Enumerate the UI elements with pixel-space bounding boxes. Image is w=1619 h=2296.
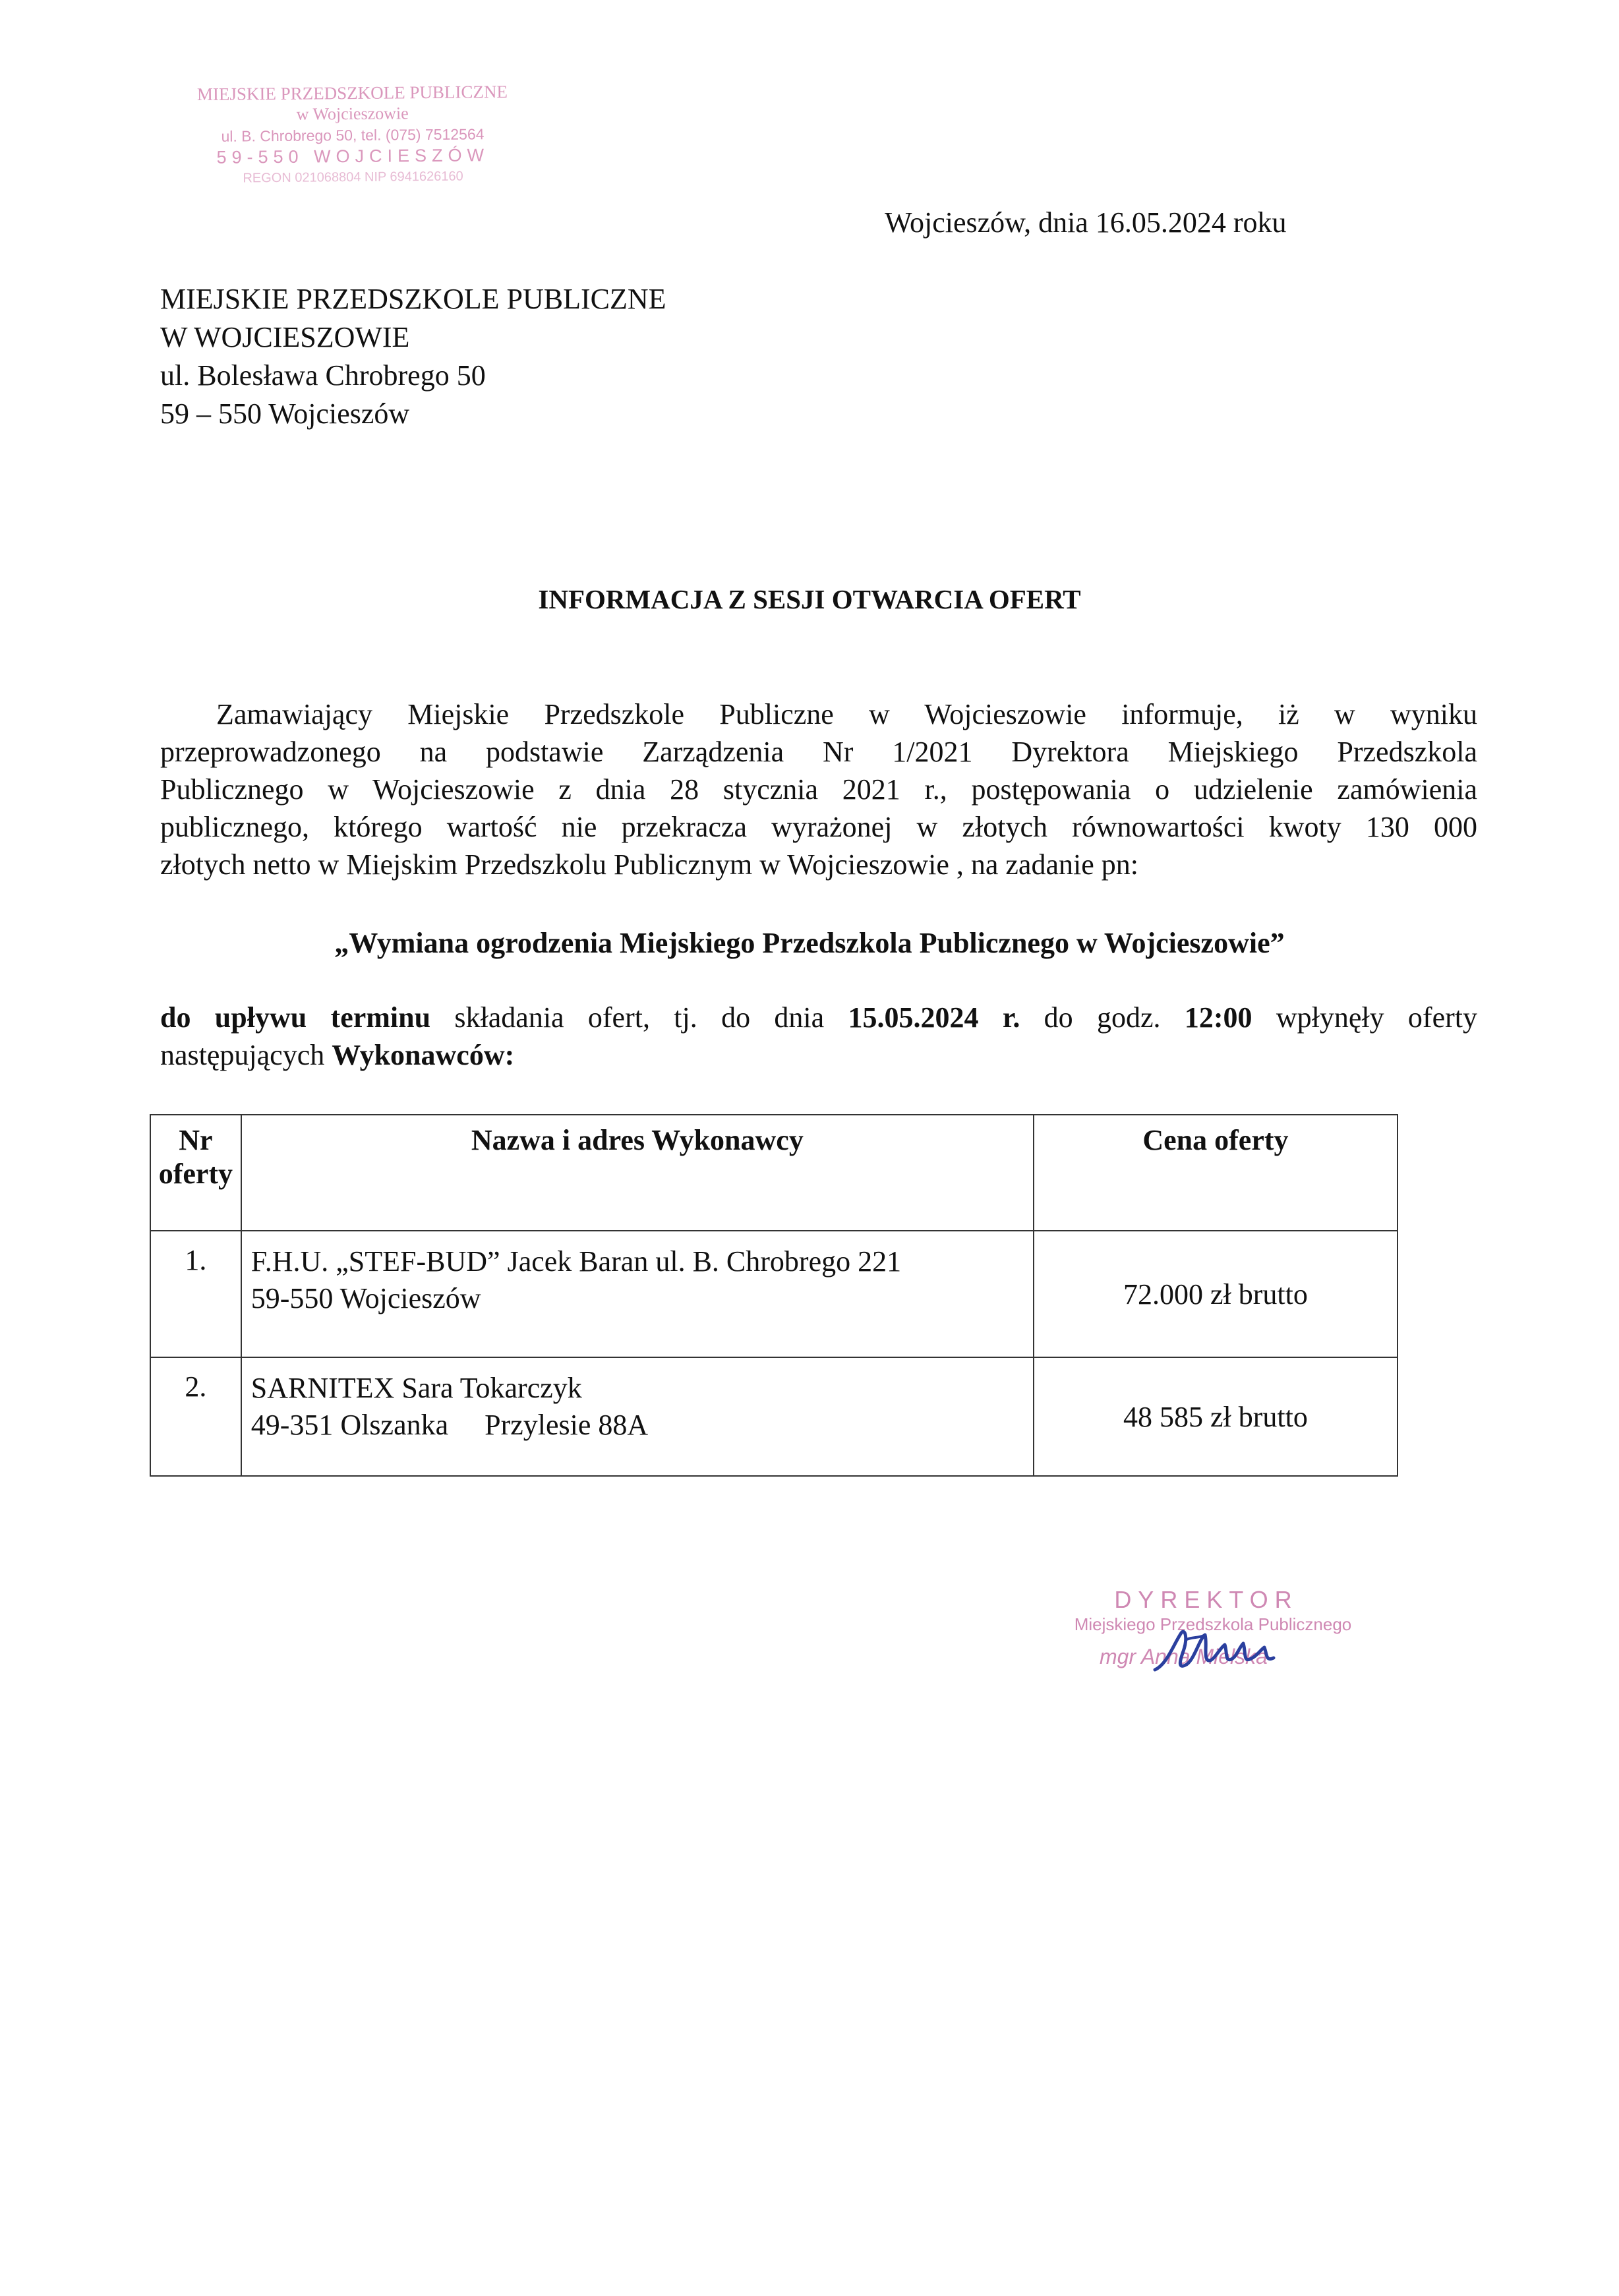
- address-line-2: W WOJCIESZOWIE: [160, 321, 410, 353]
- table-row: [150, 1357, 1398, 1476]
- deadline-line2-text: następujących: [160, 1039, 332, 1071]
- task-name: „Wymiana ogrodzenia Miejskiego Przedszkola Publicznego w Wojcieszowie”: [334, 927, 1285, 959]
- stamp-line-1: MIEJSKIE PRZEDSZKOLE PUBLICZNE: [196, 81, 508, 105]
- intro-line-2: przeprowadzonego na podstawie Zarządzenia Nr 1/2021 Dyrektora Miejskiego Przedszkola: [160, 736, 1477, 768]
- deadline-text-1: składania ofert, tj. do dnia: [430, 1001, 848, 1034]
- document-title: INFORMACJA Z SESJI OTWARCIA OFERT: [538, 584, 1081, 614]
- sender-address: [160, 280, 666, 433]
- contractor-name: F.H.U. „STEF-BUD” Jacek Baran ul. B. Chrobrego 221: [250, 1245, 902, 1278]
- offer-number: 1.: [150, 1231, 241, 1357]
- stamp-line-3: ul. B. Chrobrego 50, tel. (075) 7512564: [221, 125, 485, 145]
- contractor-cell: [241, 1231, 1034, 1357]
- header-nr-line-2: oferty: [158, 1158, 233, 1190]
- address-line-4: 59 – 550 Wojcieszów: [160, 397, 410, 430]
- stamp-line-2: w Wojcieszowie: [296, 103, 409, 124]
- intro-paragraph: [160, 695, 1477, 883]
- deadline-paragraph: [160, 999, 1477, 1074]
- stamp-line-4: 59-550 WOJCIESZÓW: [216, 145, 490, 167]
- deadline-line-1: [160, 999, 1477, 1036]
- intro-line-4: publicznego, którego wartość nie przekracza wyrażonej w złotych równowartości kwoty 130 000: [160, 811, 1477, 843]
- contractor-cell: [241, 1357, 1034, 1476]
- header-offer-number: [150, 1115, 241, 1231]
- intro-line-5: złotych netto w Miejskim Przedszkolu Publicznym w Wojcieszowie , na zadanie pn:: [160, 848, 1138, 881]
- deadline-bold-phrase: do upływu terminu: [160, 1001, 431, 1034]
- contractor-address: 49-351 Olszanka Przylesie 88A: [250, 1409, 649, 1441]
- stamp-line-5: REGON 021068804 NIP 6941626160: [243, 169, 463, 186]
- address-line-1: MIEJSKIE PRZEDSZKOLE PUBLICZNE: [160, 283, 666, 315]
- intro-line-3: Publicznego w Wojcieszowie z dnia 28 stycznia 2021 r., postępowania o udzielenie zamówienia: [160, 773, 1477, 806]
- header-price: Cena oferty: [1034, 1115, 1398, 1231]
- offer-price: 48 585 zł brutto: [1034, 1357, 1398, 1476]
- deadline-line2-bold: Wykonawców:: [332, 1039, 515, 1071]
- deadline-time: 12:00: [1184, 1001, 1252, 1034]
- table-row: [150, 1231, 1398, 1357]
- offers-table: [150, 1114, 1398, 1477]
- deadline-date: 15.05.2024 r.: [848, 1001, 1020, 1034]
- offer-price: 72.000 zł brutto: [1034, 1231, 1398, 1357]
- address-line-3: ul. Bolesława Chrobrego 50: [160, 359, 486, 392]
- header-nr-line-1: Nr: [179, 1124, 213, 1156]
- offer-number: 2.: [150, 1357, 241, 1476]
- deadline-text-2: do godz.: [1020, 1001, 1185, 1034]
- deadline-line-2: [160, 1036, 1477, 1074]
- director-organization: Miejskiego Przedszkola Publicznego: [1074, 1614, 1352, 1634]
- institution-stamp: [167, 81, 537, 190]
- table-header-row: [150, 1115, 1398, 1231]
- intro-line-1: Zamawiający Miejskie Przedszkole Publiczne w Wojcieszowie informuje, iż w wyniku: [216, 698, 1477, 730]
- contractor-address: 59-550 Wojcieszów: [250, 1282, 481, 1314]
- director-name: mgr Anna Mielska: [1100, 1645, 1268, 1668]
- handwritten-signature: [1147, 1618, 1285, 1691]
- director-title: DYREKTOR: [1114, 1586, 1299, 1613]
- header-contractor: Nazwa i adres Wykonawcy: [241, 1115, 1034, 1231]
- contractor-name: SARNITEX Sara Tokarczyk: [250, 1372, 582, 1404]
- date-line: Wojcieszów, dnia 16.05.2024 roku: [885, 206, 1287, 239]
- deadline-text-3: wpłynęły oferty: [1252, 1001, 1477, 1034]
